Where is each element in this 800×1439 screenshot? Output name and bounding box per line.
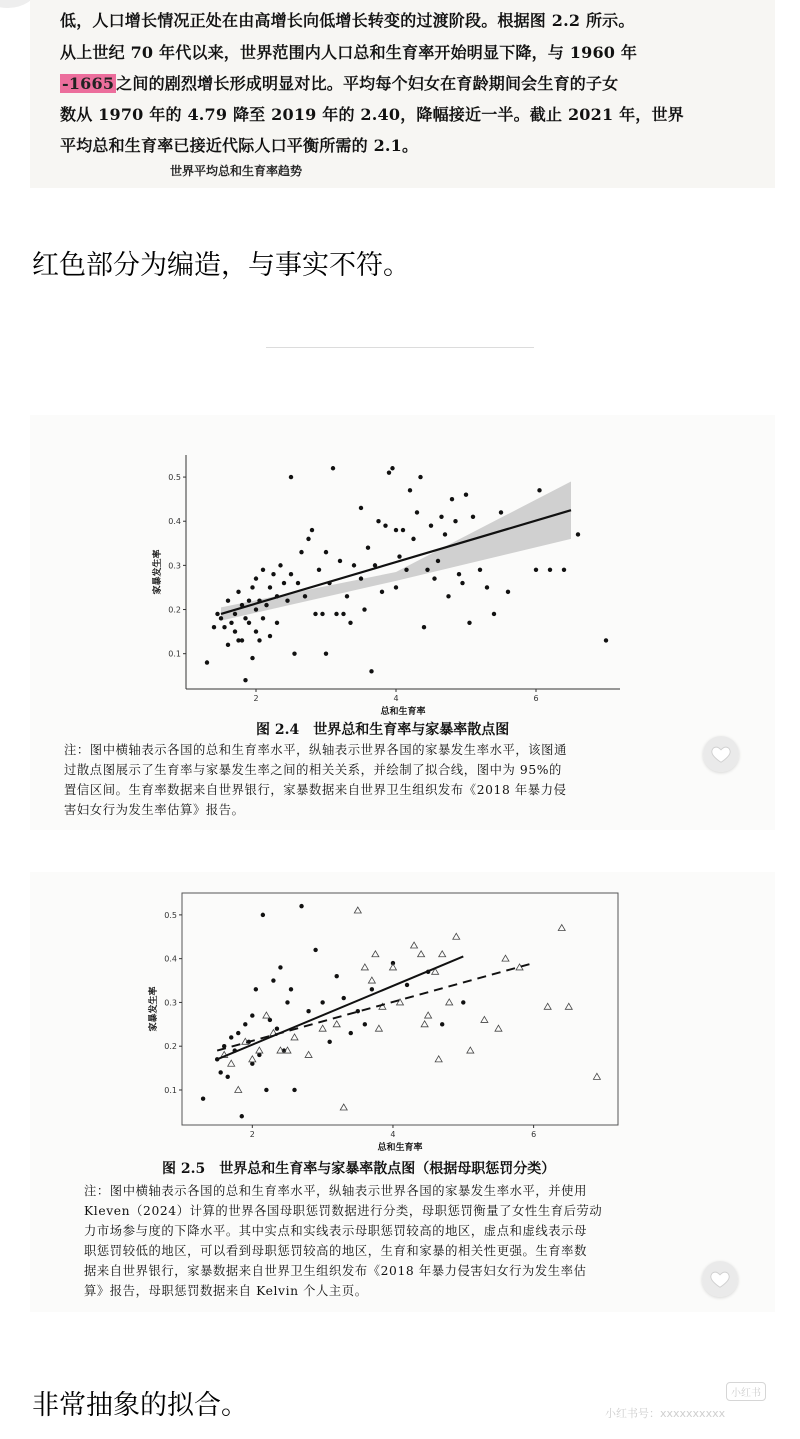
chart-1-y-tick-label: 0.5 [168,473,181,483]
chart-1-y-tick-label: 0.4 [168,517,181,527]
data-point-high-penalty [335,974,339,978]
data-point-low-penalty [235,1086,242,1092]
chart-1-x-tick-label: 4 [393,694,399,703]
excerpt-line-4: 数从 1970 年的 4.79 降至 2019 年的 2.40，降幅接近一半。截止 2021 年，世界 [60,105,684,124]
data-point [236,590,240,594]
data-point [341,612,345,616]
data-point [215,612,219,616]
data-point [366,546,370,550]
data-point [212,625,216,629]
data-point [331,466,335,470]
data-point-high-penalty [229,1035,233,1039]
data-point [394,528,398,532]
comment-text-2: 非常抽象的拟合。 [32,1390,248,1421]
data-point [499,510,503,514]
section-divider [266,347,534,348]
data-point-low-penalty [439,951,446,957]
data-point [233,612,237,616]
chart-2-y-tick-label: 0.4 [164,954,177,964]
data-point [254,607,258,611]
data-point-high-penalty [363,1022,367,1026]
data-point [394,585,398,589]
chart-2-y-tick-label: 0.5 [164,910,177,920]
data-point [548,568,552,572]
data-point [324,550,328,554]
data-point [292,651,296,655]
data-point [226,643,230,647]
data-point-high-penalty [405,983,409,987]
data-point-high-penalty [292,1088,296,1092]
excerpt-chart-caption: 世界平均总和生育率趋势 [170,164,303,178]
data-point [282,581,286,585]
data-point [492,612,496,616]
figure-2-5-note-line-2: Kleven（2024）计算的世界各国母职惩罚数据进行分类，母职惩罚衡量了女性生育后劳动 [84,1204,603,1218]
data-point-low-penalty [354,907,361,913]
data-point [299,550,303,554]
data-point-low-penalty [340,1104,347,1110]
data-point-low-penalty [544,1003,551,1009]
like-button-2[interactable] [702,1261,738,1297]
data-point [261,616,265,620]
watermark-logo: 小红书 [726,1382,766,1401]
data-point [338,559,342,563]
data-point [229,621,233,625]
data-point-low-penalty [372,951,379,957]
data-point [278,563,282,567]
excerpt-line-1: 低，人口增长情况正处在由高增长向低增长转变的过渡阶段。根据图 2.2 所示。 [60,11,635,30]
data-point [324,651,328,655]
data-point-low-penalty [228,1060,235,1066]
data-point-high-penalty [349,1031,353,1035]
chart-1-x-tick-label: 2 [253,694,259,703]
data-point-high-penalty [285,1000,289,1004]
data-point-low-penalty [291,1034,298,1040]
data-point-high-penalty [461,1000,465,1004]
data-point-low-penalty [495,1025,502,1031]
data-point-low-penalty [467,1047,474,1053]
chart-2-y-axis-label: 家暴发生率 [149,986,159,1032]
chart-2-x-tick-label: 6 [531,1130,537,1139]
data-point [460,581,464,585]
data-point [205,660,209,664]
data-point [240,638,244,642]
data-point [247,621,251,625]
chart-1-x-axis-label: 总和生育率 [380,707,426,715]
scatter-chart-1 [130,445,630,715]
data-point [348,621,352,625]
data-point [467,621,471,625]
data-point-high-penalty [306,1009,310,1013]
data-point [401,528,405,532]
data-point-high-penalty [356,1009,360,1013]
data-point-high-penalty [327,1040,331,1044]
data-point-low-penalty [453,933,460,939]
data-point [296,581,300,585]
heart-icon [709,1268,731,1290]
data-point [222,625,226,629]
data-point [254,629,258,633]
chart-1-y-axis-label: 家暴发生率 [153,549,163,595]
data-point [243,678,247,682]
data-point [411,537,415,541]
data-point-high-penalty [289,987,293,991]
data-point [446,594,450,598]
excerpt-line-3 [60,71,618,94]
data-point [408,488,412,492]
data-point-high-penalty [320,1000,324,1004]
data-point-high-penalty [278,965,282,969]
data-point [604,638,608,642]
data-point [418,475,422,479]
data-point [264,603,268,607]
data-point [450,497,454,501]
figure-2-4-caption: 图 2.4 世界总和生育率与家暴率散点图 [256,722,510,738]
fit-line-high-penalty [217,956,463,1059]
data-point [383,523,387,527]
data-point-low-penalty [502,955,509,961]
data-point [415,510,419,514]
figure-2-5-note-line-4: 职惩罚较低的地区，可以看到母职惩罚较高的地区，生育和家暴的相关性更强。生育率数 [84,1244,587,1258]
data-point [289,475,293,479]
data-point [534,568,538,572]
data-point [313,612,317,616]
chart-2-frame [182,893,618,1125]
data-point [250,656,254,660]
data-point [457,572,461,576]
excerpt-line-3-rest: 之间的剧烈增长形成明显对比。平均每个妇女在育龄期间会生育的子女 [116,74,619,93]
data-point [362,607,366,611]
data-point [261,568,265,572]
data-point [576,532,580,536]
watermark-id: 小红书号：xxxxxxxxxx [605,1407,726,1420]
figure-2-4-note-line-2: 过散点图展示了生育率与家暴发生率之间的相关关系，并绘制了拟合线，图中为 95%的 [64,763,562,777]
data-point-high-penalty [226,1075,230,1079]
chart-2-y-tick-label: 0.1 [164,1085,177,1095]
chart-2-x-axis-label: 总和生育率 [377,1143,423,1153]
data-point-low-penalty [256,1047,263,1053]
excerpt-line-5: 平均总和生育率已接近代际人口平衡所需的 2.1。 [60,136,419,155]
data-point [219,616,223,620]
figure-2-5-caption: 图 2.5 世界总和生育率与家暴率散点图（根据母职惩罚分类） [162,1161,556,1177]
chart-1-y-tick-label: 0.2 [168,605,181,615]
data-point-high-penalty [236,1031,240,1035]
data-point-high-penalty [261,913,265,917]
comment-text-1: 红色部分为编造，与事实不符。 [32,250,410,281]
data-point-low-penalty [319,1025,326,1031]
data-point [250,585,254,589]
data-point [334,612,338,616]
data-point [376,519,380,523]
data-point-low-penalty [333,1021,340,1027]
scatter-chart-2 [120,885,640,1155]
data-point [233,629,237,633]
data-point-high-penalty [342,996,346,1000]
data-point-low-penalty [249,1056,256,1062]
data-point [439,515,443,519]
data-point [397,554,401,558]
chart-1-y-tick-label: 0.1 [168,649,181,659]
data-point-high-penalty [240,1114,244,1118]
chart-1-x-tick-label: 6 [533,694,539,703]
data-point [359,506,363,510]
figure-2-4-note-line-4: 害妇女行为发生率估算》报告。 [64,803,245,817]
data-point [271,572,275,576]
data-point [425,568,429,572]
data-point [485,585,489,589]
data-point-low-penalty [593,1073,600,1079]
data-point [369,669,373,673]
figure-2-5-note-line-1: 注：图中横轴表示各国的总和生育率水平，纵轴表示世界各国的家暴发生率水平，并使用 [84,1184,587,1198]
data-point [380,590,384,594]
chart-2-y-tick-label: 0.2 [164,1042,177,1052]
data-point-high-penalty [299,904,303,908]
data-point-low-penalty [418,951,425,957]
data-point-high-penalty [264,1088,268,1092]
data-point [317,568,321,572]
fit-line-low-penalty [217,963,533,1051]
data-point [453,519,457,523]
data-point-low-penalty [565,1003,572,1009]
data-point [429,523,433,527]
fabricated-highlight: -1665 [62,74,115,93]
data-point-low-penalty [368,977,375,983]
data-point [436,559,440,563]
data-point [345,594,349,598]
data-point [268,585,272,589]
data-point [422,625,426,629]
data-point [464,493,468,497]
data-point [478,568,482,572]
chart-2-y-tick-label: 0.3 [164,998,177,1008]
excerpt-line-2: 从上世纪 70 年代以来，世界范围内人口总和生育率开始明显下降，与 1960 年 [60,43,638,62]
data-point [247,598,251,602]
data-point-low-penalty [361,964,368,970]
data-point-high-penalty [370,987,374,991]
data-point-low-penalty [411,942,418,948]
figure-2-5-note-line-5: 据来自世界银行，家暴数据来自世界卫生组织发布《2018 年暴力侵害妇女行为发生率估 [84,1264,587,1278]
data-point-low-penalty [305,1051,312,1057]
data-point [254,576,258,580]
chart-2-x-tick-label: 4 [390,1130,396,1139]
data-point-low-penalty [446,999,453,1005]
data-point [471,515,475,519]
data-point-low-penalty [558,925,565,931]
data-point [320,612,324,616]
figure-2-5-note-line-3: 力市场参与度的下降水平。其中实点和实线表示母职惩罚较高的地区，虚点和虚线表示母 [84,1224,587,1238]
chart-1-y-tick-label: 0.3 [168,561,181,571]
data-point [303,594,307,598]
data-point [226,598,230,602]
data-point [404,568,408,572]
data-point [443,532,447,536]
data-point-low-penalty [421,1021,428,1027]
data-point [432,576,436,580]
data-point-high-penalty [218,1070,222,1074]
data-point-high-penalty [440,1022,444,1026]
data-point [310,528,314,532]
figure-2-4-note-line-1: 注：图中横轴表示各国的总和生育率水平，纵轴表示世界各国的家暴发生率水平，该图通 [64,743,567,757]
data-point [537,488,541,492]
confidence-band [221,481,571,620]
data-point-low-penalty [425,1012,432,1018]
figure-2-4-note-line-3: 置信区间。生育率数据来自世界银行，家暴数据来自世界卫生组织发布《2018 年暴力侵 [64,783,567,797]
data-point [306,537,310,541]
like-button-1[interactable] [703,736,739,772]
data-point-low-penalty [375,1025,382,1031]
figure-2-5-note-line-6: 算》报告，母职惩罚数据来自 Kelvin 个人主页。 [84,1284,368,1298]
chart-2-x-tick-label: 2 [249,1130,255,1139]
data-point-high-penalty [313,948,317,952]
heart-icon [710,743,732,765]
data-point-high-penalty [271,978,275,982]
data-point [289,572,293,576]
data-point [562,568,566,572]
data-point [243,616,247,620]
data-point [268,634,272,638]
data-point [275,621,279,625]
data-point [390,466,394,470]
data-point-low-penalty [263,1012,270,1018]
data-point-high-penalty [275,1026,279,1030]
data-point-high-penalty [243,1022,247,1026]
data-point [359,576,363,580]
data-point-high-penalty [250,1013,254,1017]
fit-line [221,510,571,614]
data-point-low-penalty [435,1056,442,1062]
data-point [506,590,510,594]
data-point [257,638,261,642]
data-point [285,598,289,602]
data-point-low-penalty [481,1016,488,1022]
data-point-high-penalty [254,987,258,991]
data-point-high-penalty [201,1097,205,1101]
data-point [352,563,356,567]
data-point [387,470,391,474]
